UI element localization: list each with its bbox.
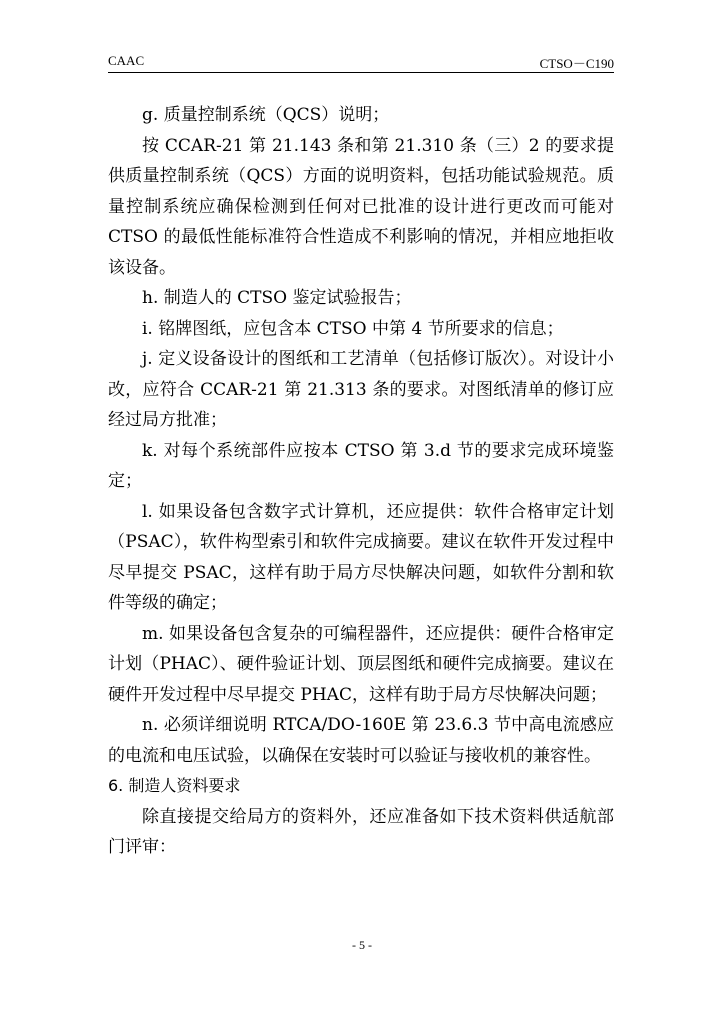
section-heading: 6. 制造人资料要求 xyxy=(108,776,241,795)
header-doc-id: CTSO－C190 xyxy=(539,56,614,71)
paragraph-i: i. 铭牌图纸，应包含本 CTSO 中第 4 节所要求的信息； xyxy=(142,318,564,339)
paragraph-m: m. 如果设备包含复杂的可编程器件，还应提供：硬件合格审定计划（PHAC）、硬件验证计划、顶层图纸和硬件完成摘要。建议在硬件开发过程中尽早提交 PHAC，这样有助于局方尽快解决问题； xyxy=(108,623,614,705)
document-body xyxy=(108,100,614,863)
header-org: CAAC xyxy=(108,53,145,68)
paragraph-l: l. 如果设备包含数字式计算机，还应提供：软件合格审定计划（PSAC），软件构型索引和软件完成摘要。建议在软件开发过程中尽早提交 PSAC，这样有助于局方尽快解决问题，如软件分割和软件等级的确定； xyxy=(108,501,614,613)
paragraph-qcs-detail: 按 CCAR-21 第 21.143 条和第 21.310 条（三）2 的要求提供质量控制系统（QCS）方面的说明资料，包括功能试验规范。质量控制系统应确保检测到任何对已批准的设计进行更改而可能对 CTSO 的最低性能标准符合性造成不利影响的情况，并相应地拒收该设备。 xyxy=(108,135,614,278)
paragraph-k: k. 对每个系统部件应按本 CTSO 第 3.d 节的要求完成环境鉴定； xyxy=(108,440,614,491)
paragraph-h: h. 制造人的 CTSO 鉴定试验报告； xyxy=(142,288,412,308)
page-number: - 5 - xyxy=(352,938,372,952)
paragraph-n: n. 必须详细说明 RTCA/DO-160E 第 23.6.3 节中高电流感应的电流和电压试验，以确保在安装时可以验证与接收机的兼容性。 xyxy=(108,715,614,766)
paragraph-closing: 除直接提交给局方的资料外，还应准备如下技术资料供适航部门评审： xyxy=(108,806,614,857)
page-header xyxy=(108,52,614,73)
paragraph-j: j. 定义设备设计的图纸和工艺清单（包括修订版次）。对设计小改，应符合 CCAR-21 第 21.313 条的要求。对图纸清单的修订应经过局方批准； xyxy=(108,349,614,430)
paragraph-g: g. 质量控制系统（QCS）说明； xyxy=(142,105,390,125)
